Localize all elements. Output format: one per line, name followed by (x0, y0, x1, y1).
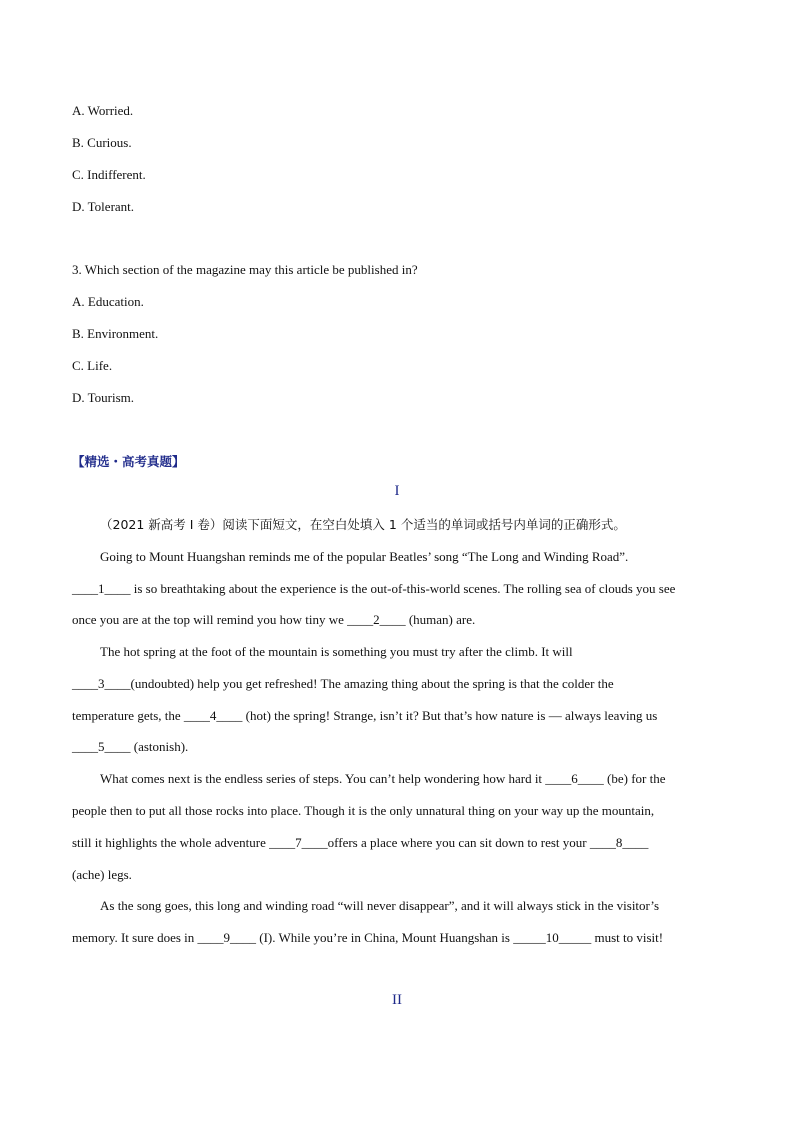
section-label: 【精选・高考真题】 (72, 454, 185, 469)
q2-option-b: B. Curious. (72, 135, 132, 150)
q3-option-c: C. Life. (72, 358, 113, 373)
passage-line-8: What comes next is the endless series of steps. You can’t help wondering how hard it ____6____ (be) for the (100, 771, 666, 786)
passage-line-5: ____3____(undoubted) help you get refreshed! The amazing thing about the spring is that the colder the (72, 676, 614, 691)
passage-line-1: Going to Mount Huangshan reminds me of the popular Beatles’ song “The Long and Winding Road”. (100, 549, 629, 564)
q2-option-c: C. Indifferent. (72, 167, 146, 182)
passage-line-6: temperature gets, the ____4____ (hot) the spring! Strange, isn’t it? But that’s how nature is — always leaving us (72, 708, 658, 723)
part-numeral-1: I (394, 483, 400, 499)
q3-question: 3. Which section of the magazine may this article be published in? (72, 262, 418, 277)
instruction-text: （2021 新高考 I 卷）阅读下面短文，在空白处填入 1 个适当的单词或括号内单词的正确形式。 (100, 517, 626, 532)
q2-option-d: D. Tolerant. (72, 199, 135, 214)
passage-line-10: still it highlights the whole adventure ____7____offers a place where you can sit down to rest your ____8____ (72, 835, 649, 850)
part-numeral-2: II (392, 992, 402, 1008)
passage-line-9: people then to put all those rocks into place. Though it is the only unnatural thing on your way up the mountain, (72, 803, 655, 818)
passage-line-11: (ache) legs. (72, 867, 132, 882)
q3-option-a: A. Education. (72, 294, 144, 309)
q2-option-a: A. Worried. (72, 103, 134, 118)
passage-line-4: The hot spring at the foot of the mountain is something you must try after the climb. It will (100, 644, 573, 659)
passage-line-12: As the song goes, this long and winding road “will never disappear”, and it will always stick in the visitor’s (100, 898, 660, 913)
passage-line-7: ____5____ (astonish). (72, 739, 189, 754)
passage-line-13: memory. It sure does in ____9____ (I). While you’re in China, Mount Huangshan is _____10_____ must to visit! (72, 930, 664, 945)
passage-line-2: ____1____ is so breathtaking about the experience is the out-of-this-world scenes. The rolling sea of clouds you see (72, 581, 676, 596)
q3-option-d: D. Tourism. (72, 390, 135, 405)
q3-option-b: B. Environment. (72, 326, 159, 341)
passage-line-3: once you are at the top will remind you how tiny we ____2____ (human) are. (72, 612, 476, 627)
